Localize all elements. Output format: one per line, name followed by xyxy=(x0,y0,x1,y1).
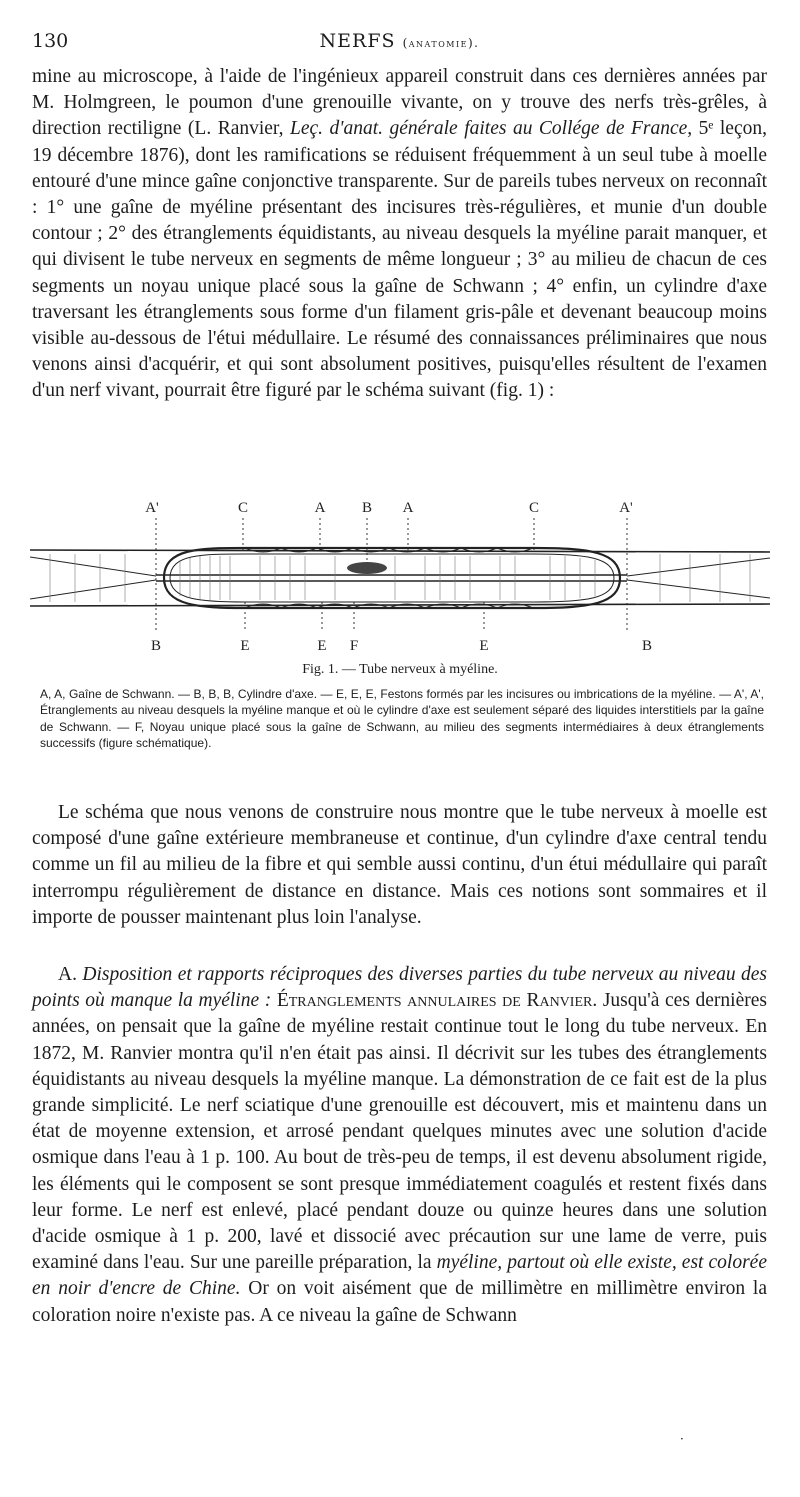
paragraph-1-text-b: 5ᵉ leçon, 19 décembre 1876), dont les ramifications se réduisent fréquemment à un seul tube à moelle entouré d'une mince gaîne conjonctive transparente. Sur de pareils tubes nerveux on reconnaît : 1° une gaîne de myéline présentant des incisures très-régulières, et munie d'un double contour ; 2° des étranglements équidistants, au niveau desquels la myéline parait manquer, et qui divisent le tube nerveux en segments de même longueur ; 3° au milieu de chacun de ces segments un noyau unique placé sous la gaîne de Schwann ; 4° enfin, un cylindre d'axe traversant les étranglements sous forme d'un filament gris-pâle et devenant beaucoup moins visible au-dessous de l'étui médullaire. Le résumé des connaissances préliminaires que nous venons ainsi d'acquérir, et qui sont absolument positives, puisqu'elles résultent de l'examen d'un nerf vivant, pourrait être figuré par le schéma suivant (fig. 1) : xyxy=(32,118,767,402)
paragraph-3-text-b: Or on voit aisément que de millimètre en millimètre environ la coloration noire n'existe pas. A ce niveau la gaîne de Schwann xyxy=(32,1278,768,1326)
paragraph-2: Le schéma que nous venons de construire nous montre que le tube nerveux à moelle est composé d'une gaîne extérieure membraneuse et continue, d'un cylindre d'axe central tendu comme un fil au milieu de la fibre et qui semble aussi continu, d'un étui médullaire qui paraît interrompu régulièrement de distance en distance. Mais ces notions sont sommaires et il importe de pousser maintenant plus loin l'analyse. xyxy=(32,802,767,928)
label-e-2: E xyxy=(317,638,327,654)
running-title xyxy=(32,30,767,52)
section-letter: A. xyxy=(58,964,77,985)
label-e-1: E xyxy=(240,638,250,654)
label-a-prime-left: A' xyxy=(145,500,159,516)
section-heading-smallcaps: Étranglements annulaires de Ranvier. xyxy=(276,990,598,1012)
label-b-top: B xyxy=(361,500,373,516)
figure-1-diagram xyxy=(30,490,770,675)
running-title-sub: (anatomie). xyxy=(402,36,480,50)
paragraph-3-italic: myéline, partout où elle existe, est colorée en noir d'encre de Chine. xyxy=(32,1252,767,1300)
label-c-left: C xyxy=(237,500,249,516)
label-a-prime-right: A' xyxy=(619,500,633,516)
paragraph-1-text-a: mine au microscope, à l'aide de l'ingénieux appareil construit dans ces dernières années par M. Holmgreen, le poumon d'une grenouille vivante, on y trouve des nerfs très-grêles, à direction rectiligne (L. Ranvier, xyxy=(32,66,767,140)
paragraph-3 xyxy=(32,962,767,1329)
label-f: F xyxy=(349,638,359,654)
section-heading-italic: Disposition et rapports réciproques des diverses parties du tube nerveux au niveau des points où manque la myéline : xyxy=(32,964,768,1012)
citation-title: Leç. d'anat. générale faites au Collége de France, xyxy=(290,118,693,140)
paragraph-3-text-a: Jusqu'à ces dernières années, on pensait que la gaîne de myéline restait continue tout le long du tube nerveux. En 1872, M. Ranvier montra qu'il n'en était pas ainsi. Il décrivit sur les tubes des étranglements équidistants au niveau desquels la myéline manque. La démonstration de ce fait est de la plus grande simplicité. Le nerf sciatique d'une grenouille est découvert, mis et maintenu dans un état de moyenne extension, et arrosé pendant quelques minutes avec une solution d'acide osmique dans l'eau à 1 p. 100. Au bout de très-peu de temps, il est devenu absolument rigide, les éléments qui le composent se sont presque immédiatement coagulés et restent fixés dans leur forme. Le nerf est enlevé, placé pendant douze ou quinze heures dans une solution d'acide osmique à 1 p. 200, lavé et dissocié avec précaution sur une lame de verre, puis examiné dans l'eau. Sur une pareille préparation, la xyxy=(32,990,767,1274)
label-e-3: E xyxy=(479,638,489,654)
label-a-2: A xyxy=(402,500,414,516)
label-b-left: B xyxy=(150,638,162,654)
page-number: 130 xyxy=(32,30,69,52)
page-header xyxy=(32,30,767,56)
nucleus-f xyxy=(347,562,387,574)
label-a-1: A xyxy=(314,500,326,516)
label-b-right: B xyxy=(641,638,653,654)
figure-caption: Fig. 1. — Tube nerveux à myéline. xyxy=(302,662,498,677)
nerve-fiber-illustration xyxy=(30,490,770,660)
figure-legend: A, A, Gaîne de Schwann. — B, B, B, Cylindre d'axe. — E, E, E, Festons formés par les incisures ou imbrications de la myéline. — A', A', Étranglements au niveau desquels la myéline manque et où le cylindre d'axe est seulement séparé des liquides interstitiels par la gaîne de Schwann. — F, Noyau unique placé sous la gaîne de Schwann, au milieu des segments intermédiaires à deux étranglements successifs (figure schématique). xyxy=(40,687,764,750)
running-title-main: NERFS xyxy=(319,30,396,52)
printer-mark: · xyxy=(680,1432,684,1446)
paragraph-1 xyxy=(32,64,767,405)
label-c-right: C xyxy=(528,500,540,516)
